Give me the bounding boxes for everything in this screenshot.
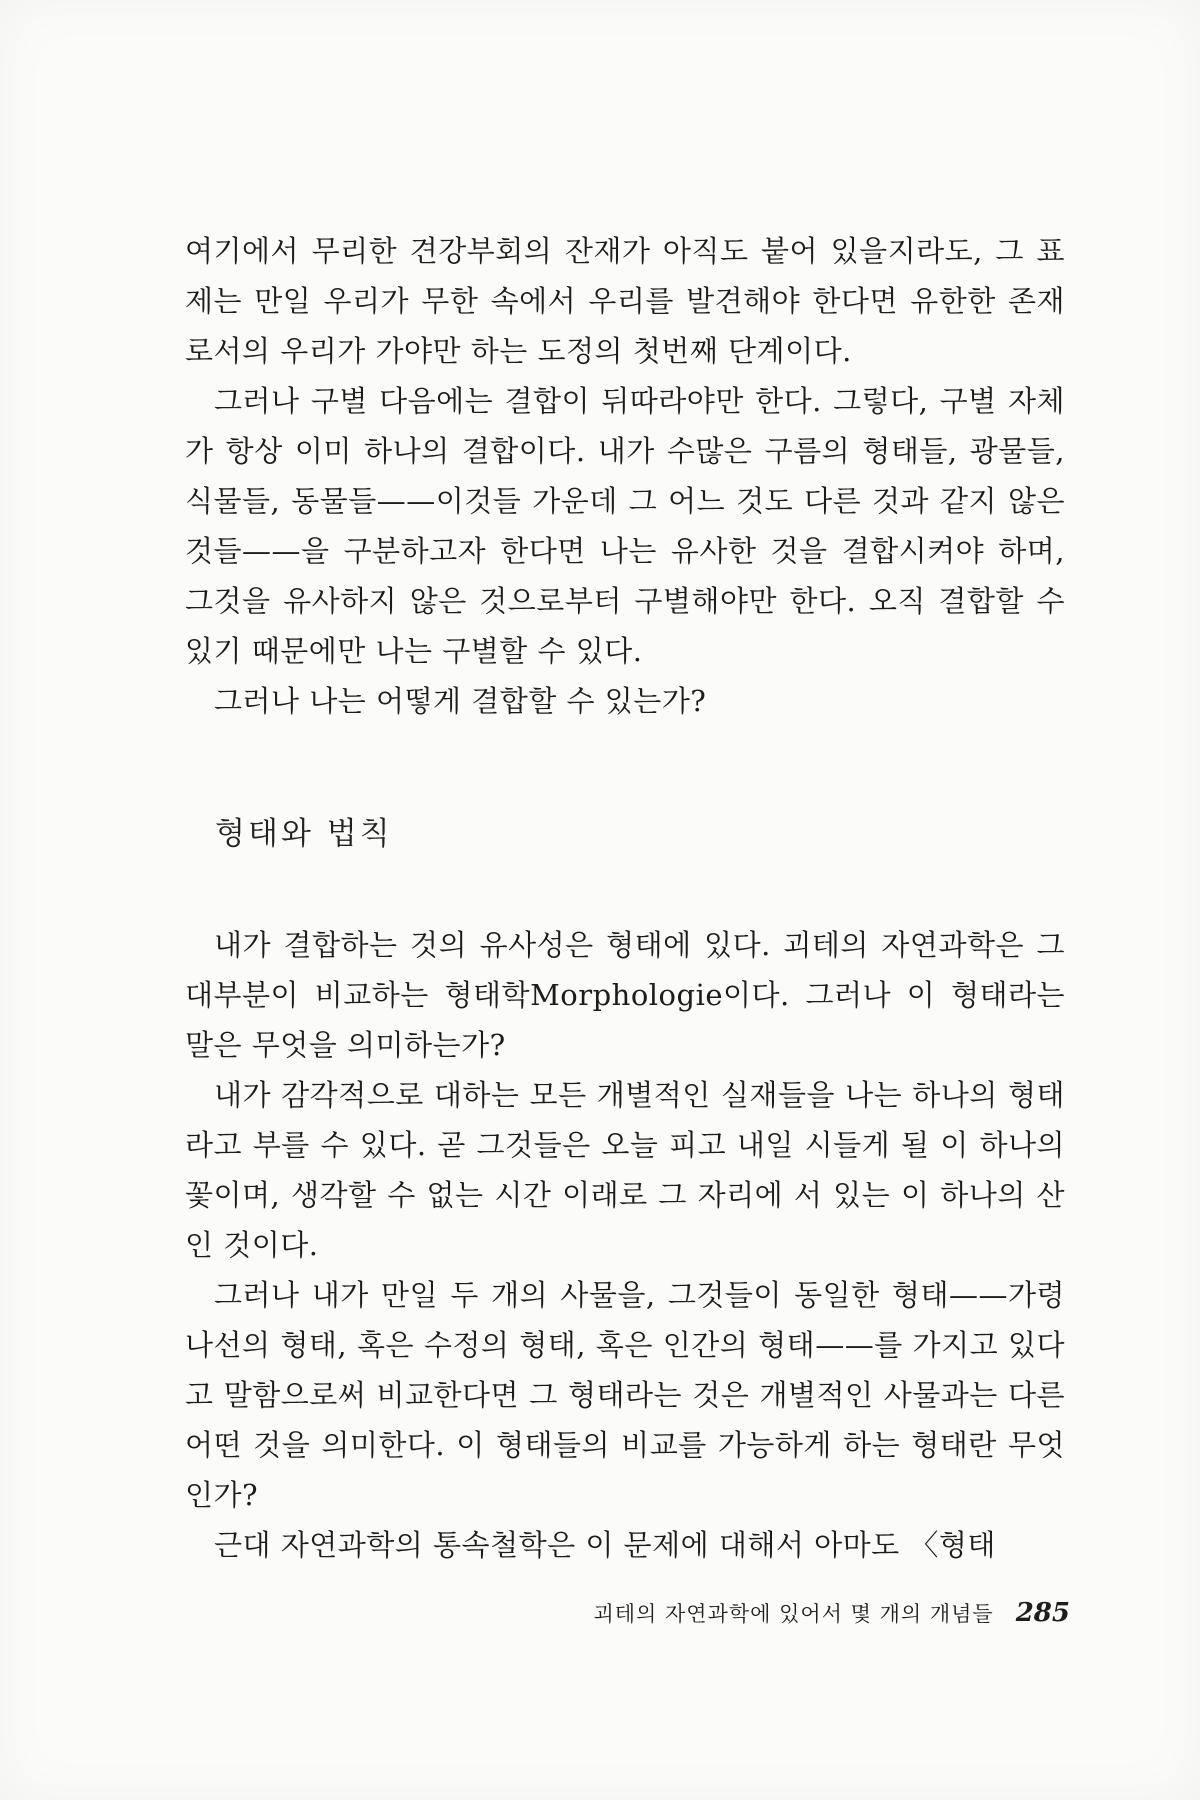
paragraph: 그러나 내가 만일 두 개의 사물을, 그것들이 동일한 형태——가령 나선의 형태, 혹은 수정의 형태, 혹은 인간의 형태——를 가지고 있다고 말함으로써 비교한다면 그 형태라는 것은 개별적인 사물과는 다른 어떤 것을 의미한다. 이 형태들의 비교를 가능하게 하는 형태란 무엇인가?: [185, 1278, 1065, 1512]
paragraph-continues: 근대 자연과학의 통속철학은 이 문제에 대해서 아마도 〈형태: [214, 1528, 996, 1562]
page-number: 285: [1015, 1598, 1070, 1628]
paragraph: 그러나 구별 다음에는 결합이 뒤따라야만 한다. 그렇다, 구별 자체가 항상 이미 하나의 결합이다. 내가 수많은 구름의 형태들, 광물들, 식물들, 동물들——이것들 가운데 그 어느 것도 다른 것과 같지 않은 것들——을 구분하고자 한다면 나는 유사한 것을 결합시켜야 하며, 그것을 유사하지 않은 것으로부터 구별해야만 한다. 오직 결합할 수 있기 때문에만 나는 구별할 수 있다.: [185, 384, 1065, 668]
paragraph: 그러나 나는 어떻게 결합할 수 있는가?: [214, 684, 707, 718]
body-text-before-heading: [185, 226, 1065, 726]
body-text-after-heading: [185, 920, 1065, 1570]
running-title: 괴테의 자연과학에 있어서 몇 개의 개념들: [593, 1602, 994, 1626]
running-footer: [470, 1598, 1070, 1628]
section-heading: 형태와 법칙: [215, 816, 393, 852]
paragraph: 내가 감각적으로 대하는 모든 개별적인 실재들을 나는 하나의 형태라고 부를 수 있다. 곧 그것들은 오늘 피고 내일 시들게 될 이 하나의 꽃이며, 생각할 수 없는 시간 이래로 그 자리에 서 있는 이 하나의 산인 것이다.: [185, 1078, 1065, 1262]
paragraph-continuation: 여기에서 무리한 견강부회의 잔재가 아직도 붙어 있을지라도, 그 표제는 만일 우리가 무한 속에서 우리를 발견해야 한다면 유한한 존재로서의 우리가 가야만 하는 도정의 첫번째 단계이다.: [185, 234, 1065, 368]
paragraph: 내가 결합하는 것의 유사성은 형태에 있다. 괴테의 자연과학은 그 대부분이 비교하는 형태학Morphologie이다. 그러나 이 형태라는 말은 무엇을 의미하는가?: [185, 928, 1065, 1062]
